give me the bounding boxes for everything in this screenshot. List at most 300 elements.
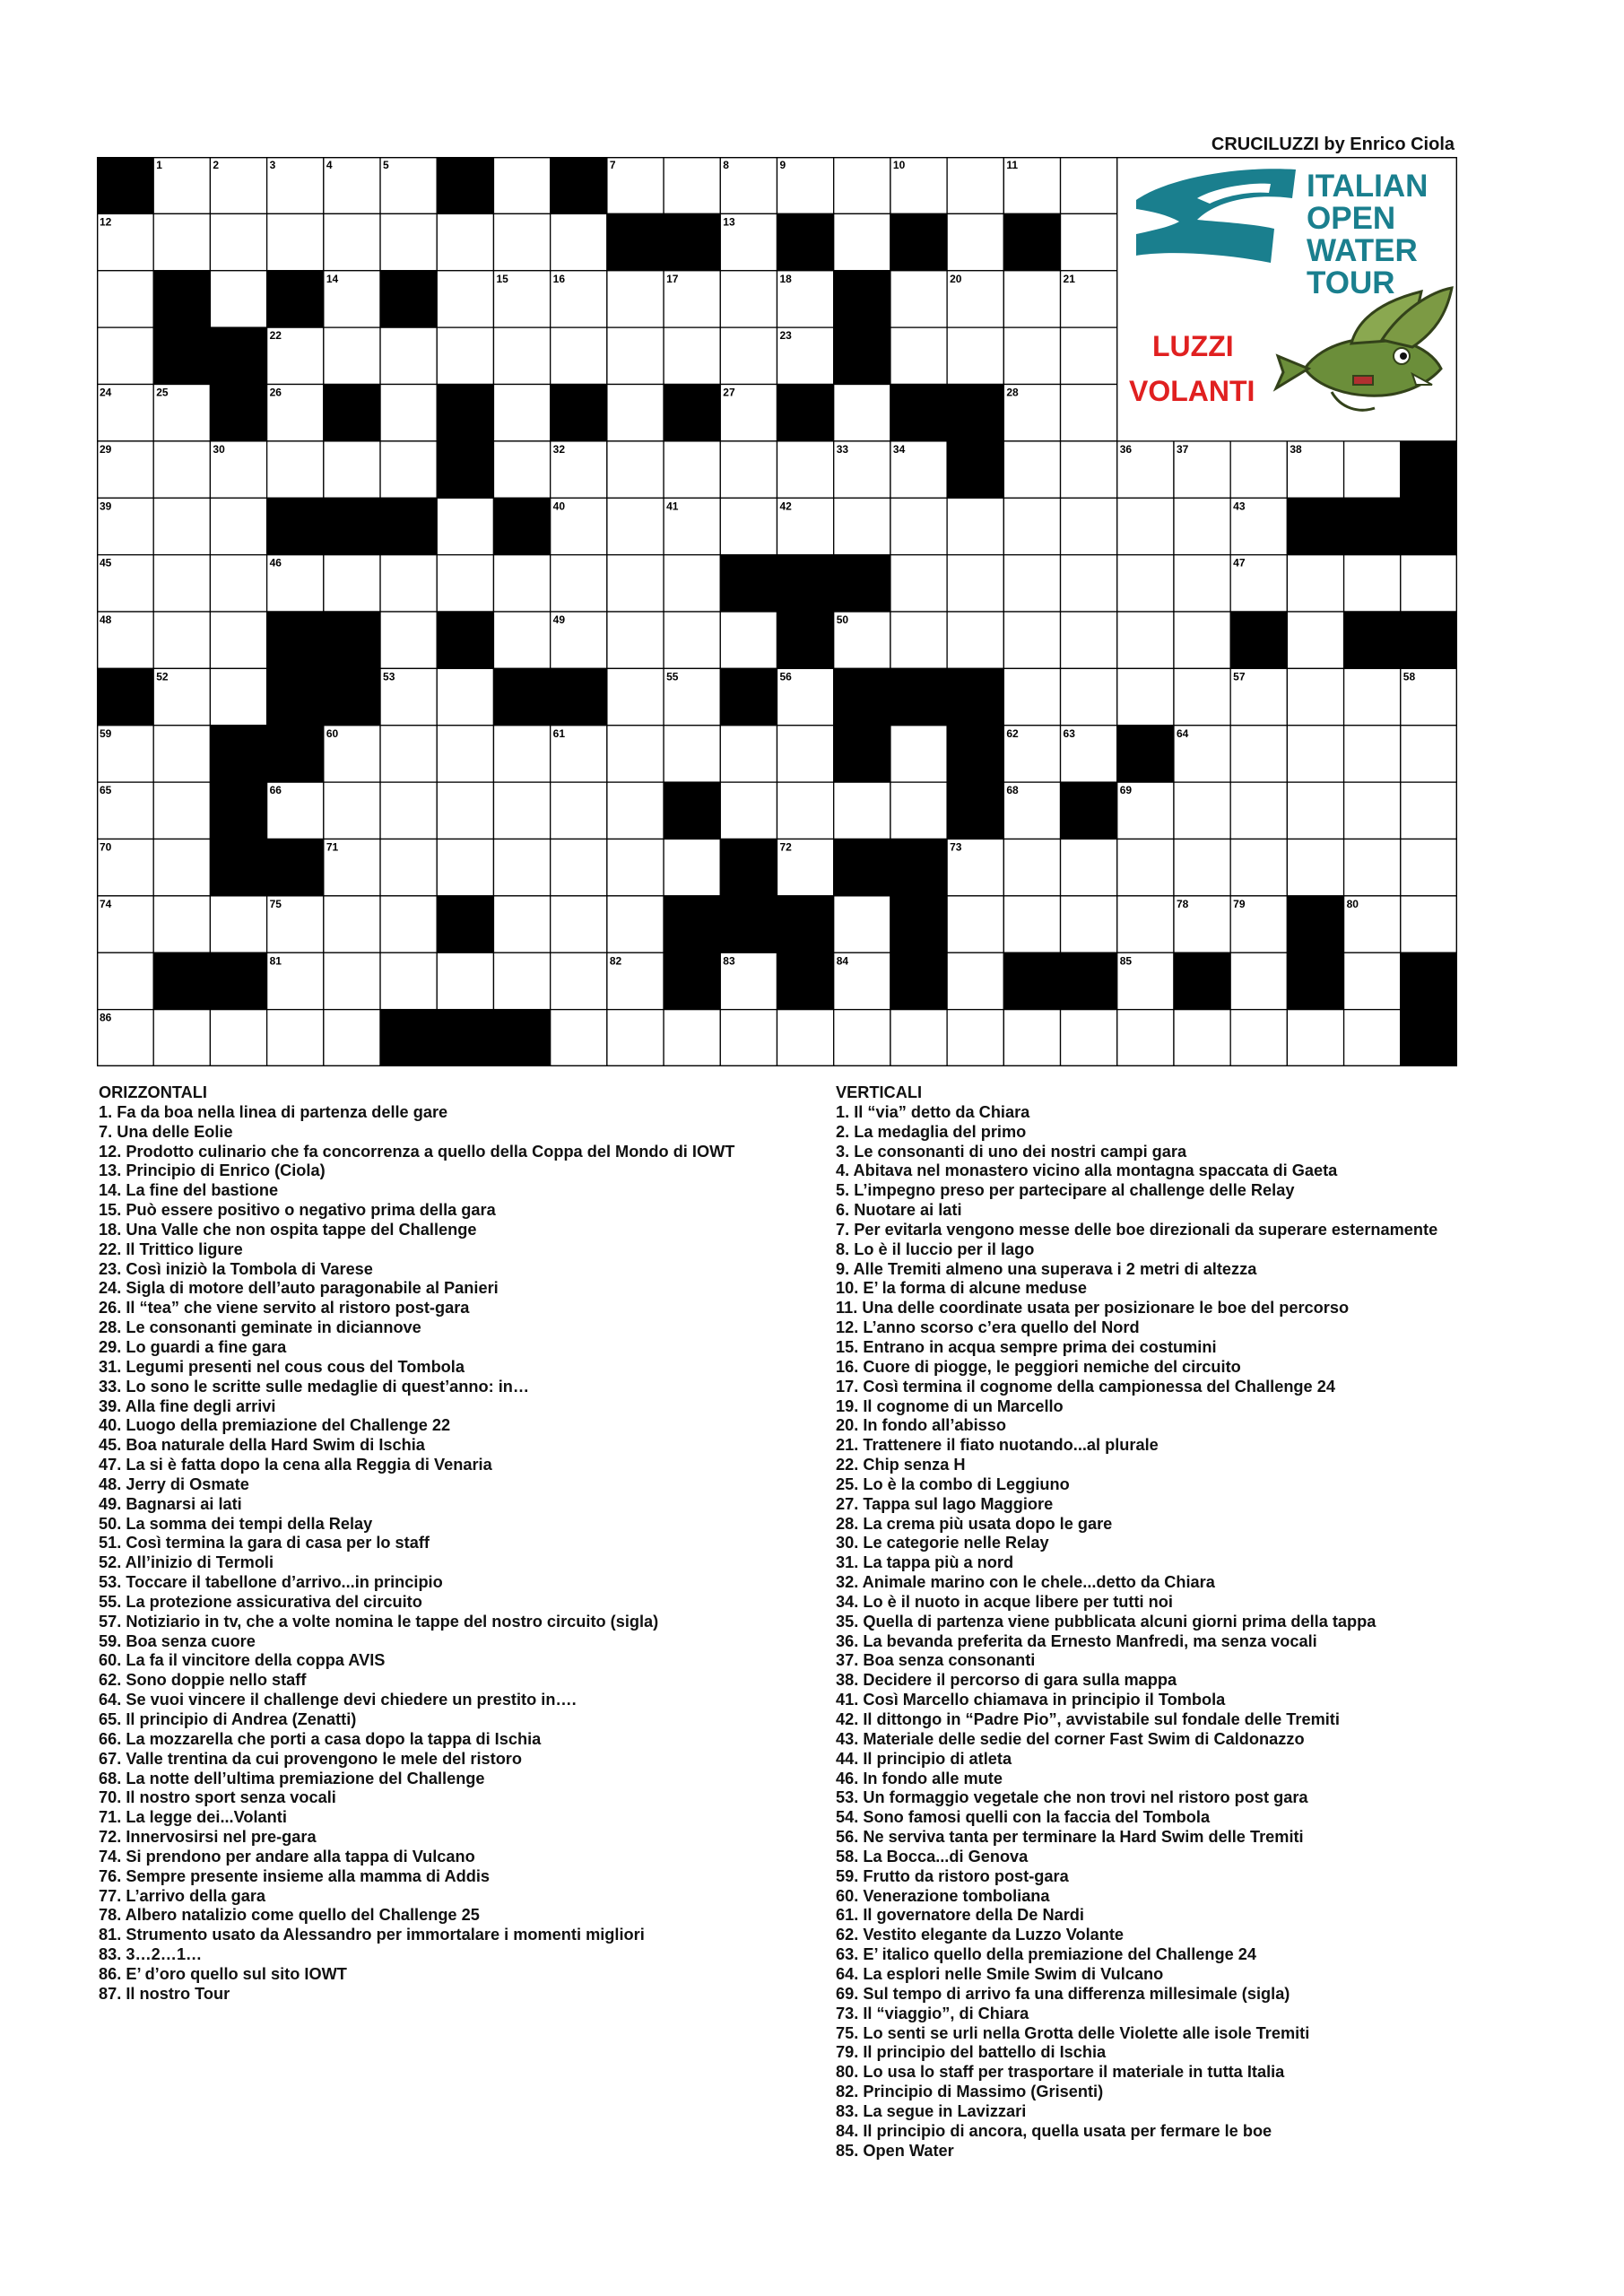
white-cell[interactable] <box>1117 498 1174 554</box>
white-cell[interactable] <box>1061 1010 1117 1066</box>
down-clue: 35. Quella di partenza viene pubblicata alcuni giorni prima della tappa <box>836 1612 1376 1631</box>
white-cell[interactable] <box>1061 498 1117 554</box>
white-cell[interactable] <box>834 1010 890 1066</box>
white-cell[interactable] <box>324 782 380 839</box>
white-cell[interactable] <box>720 782 777 839</box>
black-cell <box>1344 612 1401 668</box>
black-cell <box>324 498 380 554</box>
down-clue: 10. E’ la forma di alcune meduse <box>836 1279 1087 1298</box>
white-cell[interactable] <box>1344 668 1401 725</box>
cell-number: 10 <box>892 159 906 171</box>
cell-number: 62 <box>1006 726 1019 740</box>
white-cell[interactable] <box>1344 1010 1401 1066</box>
white-cell[interactable] <box>1344 555 1401 612</box>
iowt-emblem-icon <box>1136 169 1296 263</box>
white-cell[interactable] <box>834 498 890 554</box>
white-cell[interactable] <box>664 726 720 782</box>
white-cell[interactable] <box>1287 555 1343 612</box>
white-cell[interactable] <box>1003 896 1060 952</box>
cell-number: 65 <box>100 784 112 797</box>
white-cell[interactable] <box>1117 668 1174 725</box>
white-cell[interactable] <box>607 668 664 725</box>
white-cell[interactable] <box>607 327 664 384</box>
white-cell[interactable] <box>834 782 890 839</box>
across-clue: 26. Il “tea” che viene servito al ristoro post-gara <box>99 1299 470 1318</box>
black-cell <box>380 1010 437 1066</box>
down-clue: 1. Il “via” detto da Chiara <box>836 1102 1030 1121</box>
white-cell[interactable] <box>153 612 210 668</box>
black-cell <box>380 271 437 327</box>
white-cell[interactable] <box>324 213 380 270</box>
cell-number: 29 <box>100 442 112 456</box>
cell-number: 69 <box>1119 784 1133 797</box>
black-cell <box>720 839 777 896</box>
white-cell[interactable] <box>947 1010 1003 1066</box>
white-cell[interactable] <box>210 612 266 668</box>
down-clue: 4. Abitava nel monastero vicino alla montagna spaccata di Gaeta <box>836 1161 1338 1180</box>
white-cell[interactable] <box>1061 441 1117 498</box>
cell-number: 78 <box>1176 897 1189 910</box>
black-cell <box>153 327 210 384</box>
across-clue: 7. Una delle Eolie <box>99 1122 233 1141</box>
cell-number: 70 <box>100 840 112 854</box>
white-cell[interactable] <box>493 385 550 441</box>
white-cell[interactable] <box>324 952 380 1009</box>
black-cell <box>664 385 720 441</box>
white-cell[interactable] <box>153 555 210 612</box>
white-cell[interactable] <box>437 726 493 782</box>
white-cell[interactable] <box>380 726 437 782</box>
white-cell[interactable] <box>493 952 550 1009</box>
white-cell[interactable] <box>947 157 1003 213</box>
white-cell[interactable] <box>97 952 153 1009</box>
down-clue: 3. Le consonanti di uno dei nostri campi gara <box>836 1142 1187 1161</box>
cell-number: 15 <box>496 272 508 285</box>
cell-number: 75 <box>269 897 282 910</box>
white-cell[interactable] <box>777 441 834 498</box>
white-cell[interactable] <box>153 213 210 270</box>
white-cell[interactable] <box>1401 782 1457 839</box>
white-cell[interactable] <box>1287 668 1343 725</box>
white-cell[interactable] <box>1061 555 1117 612</box>
white-cell[interactable] <box>1230 839 1287 896</box>
cell-number: 31 <box>439 442 452 456</box>
white-cell[interactable] <box>437 555 493 612</box>
black-cell <box>210 839 266 896</box>
white-cell[interactable] <box>1174 555 1230 612</box>
down-clue: 21. Trattenere il fiato nuotando...al plurale <box>836 1436 1159 1455</box>
black-cell <box>947 726 1003 782</box>
across-clue: 39. Alla fine degli arrivi <box>99 1396 276 1415</box>
black-cell <box>1117 726 1174 782</box>
white-cell[interactable] <box>493 327 550 384</box>
white-cell[interactable] <box>210 213 266 270</box>
down-clue: 37. Boa senza consonanti <box>836 1651 1036 1670</box>
white-cell[interactable] <box>1401 896 1457 952</box>
white-cell[interactable] <box>1230 441 1287 498</box>
white-cell[interactable] <box>1344 782 1401 839</box>
white-cell[interactable] <box>720 271 777 327</box>
white-cell[interactable] <box>1061 327 1117 384</box>
cell-number: 28 <box>1006 386 1019 399</box>
iowt-line-3: WATER <box>1307 233 1418 268</box>
across-clue: 65. Il principio di Andrea (Zenatti) <box>99 1710 357 1728</box>
white-cell[interactable] <box>664 327 720 384</box>
white-cell[interactable] <box>1287 839 1343 896</box>
white-cell[interactable] <box>777 726 834 782</box>
white-cell[interactable] <box>720 726 777 782</box>
white-cell[interactable] <box>551 327 607 384</box>
white-cell[interactable] <box>607 839 664 896</box>
black-cell <box>664 213 720 270</box>
white-cell[interactable] <box>551 896 607 952</box>
white-cell[interactable] <box>890 498 947 554</box>
white-cell[interactable] <box>210 1010 266 1066</box>
cell-number: 83 <box>723 954 735 968</box>
across-clue: 48. Jerry di Osmate <box>99 1474 249 1493</box>
white-cell[interactable] <box>834 213 890 270</box>
white-cell[interactable] <box>324 555 380 612</box>
white-cell[interactable] <box>153 498 210 554</box>
cell-number: 17 <box>666 272 679 285</box>
across-clue: 78. Albero natalizio come quello del Challenge 25 <box>99 1906 480 1925</box>
white-cell[interactable] <box>380 555 437 612</box>
white-cell[interactable] <box>97 271 153 327</box>
across-clue: 77. L’arrivo della gara <box>99 1886 266 1905</box>
white-cell[interactable] <box>720 612 777 668</box>
white-cell[interactable] <box>1061 385 1117 441</box>
white-cell[interactable] <box>607 612 664 668</box>
across-clue: 71. La legge dei...Volanti <box>99 1808 287 1827</box>
white-cell[interactable] <box>890 555 947 612</box>
cell-number: 11 <box>1006 159 1019 171</box>
white-cell[interactable] <box>1230 782 1287 839</box>
across-clue: 70. Il nostro sport senza vocali <box>99 1788 336 1807</box>
across-clue: 81. Strumento usato da Alessandro per immortalare i momenti migliori <box>99 1926 645 1944</box>
white-cell[interactable] <box>1003 668 1060 725</box>
white-cell[interactable] <box>437 498 493 554</box>
down-clue: 79. Il principio del battello di Ischia <box>836 2043 1107 2062</box>
white-cell[interactable] <box>1344 839 1401 896</box>
down-clue: 31. La tappa più a nord <box>836 1553 1014 1572</box>
white-cell[interactable] <box>947 213 1003 270</box>
white-cell[interactable] <box>1230 952 1287 1009</box>
white-cell[interactable] <box>210 896 266 952</box>
white-cell[interactable] <box>1003 498 1060 554</box>
cell-number: 21 <box>1063 272 1075 285</box>
white-cell[interactable] <box>1174 668 1230 725</box>
white-cell[interactable] <box>1061 213 1117 270</box>
cell-number: 23 <box>779 329 792 343</box>
white-cell[interactable] <box>1174 612 1230 668</box>
white-cell[interactable] <box>720 327 777 384</box>
white-cell[interactable] <box>1287 1010 1343 1066</box>
white-cell[interactable] <box>1230 726 1287 782</box>
white-cell[interactable] <box>493 839 550 896</box>
white-cell[interactable] <box>834 157 890 213</box>
black-cell <box>324 612 380 668</box>
white-cell[interactable] <box>493 612 550 668</box>
black-cell <box>834 726 890 782</box>
white-cell[interactable] <box>947 327 1003 384</box>
white-cell[interactable] <box>890 1010 947 1066</box>
white-cell[interactable] <box>437 668 493 725</box>
black-cell <box>1401 952 1457 1009</box>
cell-number: 22 <box>269 329 282 343</box>
white-cell[interactable] <box>1174 839 1230 896</box>
white-cell[interactable] <box>607 271 664 327</box>
white-cell[interactable] <box>153 726 210 782</box>
white-cell[interactable] <box>1287 612 1343 668</box>
white-cell[interactable] <box>551 782 607 839</box>
white-cell[interactable] <box>664 441 720 498</box>
cell-number: 38 <box>1290 442 1302 456</box>
down-clue: 73. Il “viaggio”, di Chiara <box>836 2004 1029 2022</box>
white-cell[interactable] <box>324 327 380 384</box>
white-cell[interactable] <box>1061 668 1117 725</box>
white-cell[interactable] <box>551 1010 607 1066</box>
white-cell[interactable] <box>607 896 664 952</box>
black-cell <box>551 157 607 213</box>
white-cell[interactable] <box>607 555 664 612</box>
down-clue: 59. Frutto da ristoro post-gara <box>836 1866 1069 1885</box>
cell-number: 3 <box>269 159 276 171</box>
cell-number: 61 <box>552 726 566 740</box>
across-clue: 33. Lo sono le scritte sulle medaglie di quest’anno: in… <box>99 1377 530 1396</box>
white-cell[interactable] <box>551 839 607 896</box>
cell-number: 34 <box>892 442 906 456</box>
across-clue: 1. Fa da boa nella linea di partenza delle gare <box>99 1102 448 1121</box>
white-cell[interactable] <box>777 1010 834 1066</box>
across-clue: 24. Sigla di motore dell’auto paragonabile al Panieri <box>99 1279 499 1298</box>
white-cell[interactable] <box>607 1010 664 1066</box>
down-clue: 20. In fondo all’abisso <box>836 1416 1006 1435</box>
white-cell[interactable] <box>1003 327 1060 384</box>
white-cell[interactable] <box>210 555 266 612</box>
black-cell <box>267 726 324 782</box>
white-cell[interactable] <box>777 782 834 839</box>
white-cell[interactable] <box>493 896 550 952</box>
white-cell[interactable] <box>947 555 1003 612</box>
white-cell[interactable] <box>437 213 493 270</box>
white-cell[interactable] <box>1117 612 1174 668</box>
iowt-line-1: ITALIAN <box>1307 169 1429 204</box>
white-cell[interactable] <box>551 213 607 270</box>
white-cell[interactable] <box>1003 441 1060 498</box>
down-clue: 60. Venerazione tomboliana <box>836 1886 1050 1905</box>
white-cell[interactable] <box>947 896 1003 952</box>
cell-number: 36 <box>1119 442 1133 456</box>
white-cell[interactable] <box>1003 555 1060 612</box>
white-cell[interactable] <box>267 1010 324 1066</box>
black-cell <box>777 896 834 952</box>
white-cell[interactable] <box>664 157 720 213</box>
across-clue: 15. Può essere positivo o negativo prima della gara <box>99 1201 496 1220</box>
white-cell[interactable] <box>1401 839 1457 896</box>
white-cell[interactable] <box>720 441 777 498</box>
white-cell[interactable] <box>493 157 550 213</box>
cell-number: 1 <box>156 159 162 171</box>
white-cell[interactable] <box>664 1010 720 1066</box>
white-cell[interactable] <box>890 327 947 384</box>
down-clue: 2. La medaglia del primo <box>836 1122 1027 1141</box>
white-cell[interactable] <box>153 441 210 498</box>
logo-panel <box>1116 157 1457 440</box>
white-cell[interactable] <box>267 441 324 498</box>
white-cell[interactable] <box>437 327 493 384</box>
cell-number: 27 <box>723 386 735 399</box>
white-cell[interactable] <box>1061 612 1117 668</box>
white-cell[interactable] <box>380 327 437 384</box>
black-cell <box>210 782 266 839</box>
black-cell <box>720 668 777 725</box>
white-cell[interactable] <box>607 726 664 782</box>
white-cell[interactable] <box>1003 612 1060 668</box>
down-clue: 11. Una delle coordinate usata per posizionare le boe del percorso <box>836 1299 1350 1318</box>
cell-number: 63 <box>1063 726 1075 740</box>
white-cell[interactable] <box>664 555 720 612</box>
down-clue: 44. Il principio di atleta <box>836 1749 1012 1768</box>
white-cell[interactable] <box>437 839 493 896</box>
white-cell[interactable] <box>380 612 437 668</box>
white-cell[interactable] <box>1287 782 1343 839</box>
white-cell[interactable] <box>1401 555 1457 612</box>
across-clue: 53. Toccare il tabellone d’arrivo...in principio <box>99 1573 443 1592</box>
white-cell[interactable] <box>834 385 890 441</box>
white-cell[interactable] <box>890 612 947 668</box>
white-cell[interactable] <box>1344 441 1401 498</box>
across-clue: 87. Il nostro Tour <box>99 1984 230 2003</box>
across-clue: 28. Le consonanti geminate in diciannove <box>99 1318 421 1337</box>
cell-number: 57 <box>1233 670 1246 683</box>
white-cell[interactable] <box>493 441 550 498</box>
white-cell[interactable] <box>1174 782 1230 839</box>
cell-number: 56 <box>779 670 792 683</box>
white-cell[interactable] <box>437 952 493 1009</box>
white-cell[interactable] <box>1344 726 1401 782</box>
down-clue: 53. Un formaggio vegetale che non trovi nel ristoro post gara <box>836 1788 1308 1807</box>
white-cell[interactable] <box>1061 157 1117 213</box>
white-cell[interactable] <box>1003 271 1060 327</box>
black-cell <box>1401 498 1457 554</box>
white-cell[interactable] <box>720 498 777 554</box>
white-cell[interactable] <box>380 213 437 270</box>
cell-number: 68 <box>1006 784 1019 797</box>
white-cell[interactable] <box>324 441 380 498</box>
white-cell[interactable] <box>324 1010 380 1066</box>
white-cell[interactable] <box>1061 839 1117 896</box>
puzzle-title: CRUCILUZZI by Enrico Ciola <box>1211 135 1455 154</box>
white-cell[interactable] <box>607 441 664 498</box>
white-cell[interactable] <box>380 441 437 498</box>
cell-number: 47 <box>1233 556 1246 570</box>
white-cell[interactable] <box>1061 896 1117 952</box>
white-cell[interactable] <box>437 782 493 839</box>
white-cell[interactable] <box>947 952 1003 1009</box>
white-cell[interactable] <box>551 555 607 612</box>
cell-number: 77 <box>892 897 906 910</box>
white-cell[interactable] <box>890 726 947 782</box>
white-cell[interactable] <box>1117 1010 1174 1066</box>
down-clue: 5. L’impegno preso per partecipare al challenge delle Relay <box>836 1181 1295 1200</box>
white-cell[interactable] <box>1117 555 1174 612</box>
white-cell[interactable] <box>1117 839 1174 896</box>
white-cell[interactable] <box>607 498 664 554</box>
black-cell <box>1003 952 1060 1009</box>
white-cell[interactable] <box>493 213 550 270</box>
cell-number: 84 <box>836 954 849 968</box>
white-cell[interactable] <box>437 271 493 327</box>
white-cell[interactable] <box>380 839 437 896</box>
white-cell[interactable] <box>1174 498 1230 554</box>
white-cell[interactable] <box>1287 726 1343 782</box>
black-cell <box>890 668 947 725</box>
white-cell[interactable] <box>380 952 437 1009</box>
black-cell <box>210 385 266 441</box>
white-cell[interactable] <box>153 896 210 952</box>
white-cell[interactable] <box>267 213 324 270</box>
white-cell[interactable] <box>834 896 890 952</box>
white-cell[interactable] <box>153 839 210 896</box>
down-clue: 22. Chip senza H <box>836 1456 966 1474</box>
white-cell[interactable] <box>210 498 266 554</box>
white-cell[interactable] <box>1174 1010 1230 1066</box>
white-cell[interactable] <box>1401 726 1457 782</box>
down-clue: 83. La segue in Lavizzari <box>836 2101 1027 2120</box>
white-cell[interactable] <box>210 668 266 725</box>
white-cell[interactable] <box>324 896 380 952</box>
white-cell[interactable] <box>493 726 550 782</box>
white-cell[interactable] <box>607 385 664 441</box>
white-cell[interactable] <box>607 782 664 839</box>
white-cell[interactable] <box>1344 952 1401 1009</box>
white-cell[interactable] <box>493 555 550 612</box>
white-cell[interactable] <box>153 782 210 839</box>
cell-number: 19 <box>836 272 849 285</box>
black-cell <box>324 668 380 725</box>
white-cell[interactable] <box>493 782 550 839</box>
down-clue: 9. Alle Tremiti almeno una superava i 2 metri di altezza <box>836 1259 1257 1278</box>
white-cell[interactable] <box>1230 1010 1287 1066</box>
white-cell[interactable] <box>664 612 720 668</box>
white-cell[interactable] <box>664 839 720 896</box>
cell-number: 8 <box>723 159 729 171</box>
white-cell[interactable] <box>890 271 947 327</box>
white-cell[interactable] <box>380 782 437 839</box>
white-cell[interactable] <box>380 896 437 952</box>
across-clue: 74. Si prendono per andare alla tappa di Vulcano <box>99 1847 475 1866</box>
cell-number: 18 <box>779 272 792 285</box>
white-cell[interactable] <box>947 498 1003 554</box>
white-cell[interactable] <box>551 952 607 1009</box>
white-cell[interactable] <box>890 782 947 839</box>
white-cell[interactable] <box>1003 839 1060 896</box>
cell-number: 86 <box>100 1011 112 1024</box>
cell-number: 80 <box>1346 897 1359 910</box>
white-cell[interactable] <box>1117 896 1174 952</box>
white-cell[interactable] <box>947 612 1003 668</box>
black-cell <box>890 213 947 270</box>
white-cell[interactable] <box>380 385 437 441</box>
white-cell[interactable] <box>97 327 153 384</box>
logos-svg <box>1116 157 1457 440</box>
cell-number: 67 <box>666 784 679 797</box>
white-cell[interactable] <box>153 1010 210 1066</box>
white-cell[interactable] <box>1003 1010 1060 1066</box>
white-cell[interactable] <box>210 271 266 327</box>
cell-number: 79 <box>1233 897 1246 910</box>
white-cell[interactable] <box>720 1010 777 1066</box>
